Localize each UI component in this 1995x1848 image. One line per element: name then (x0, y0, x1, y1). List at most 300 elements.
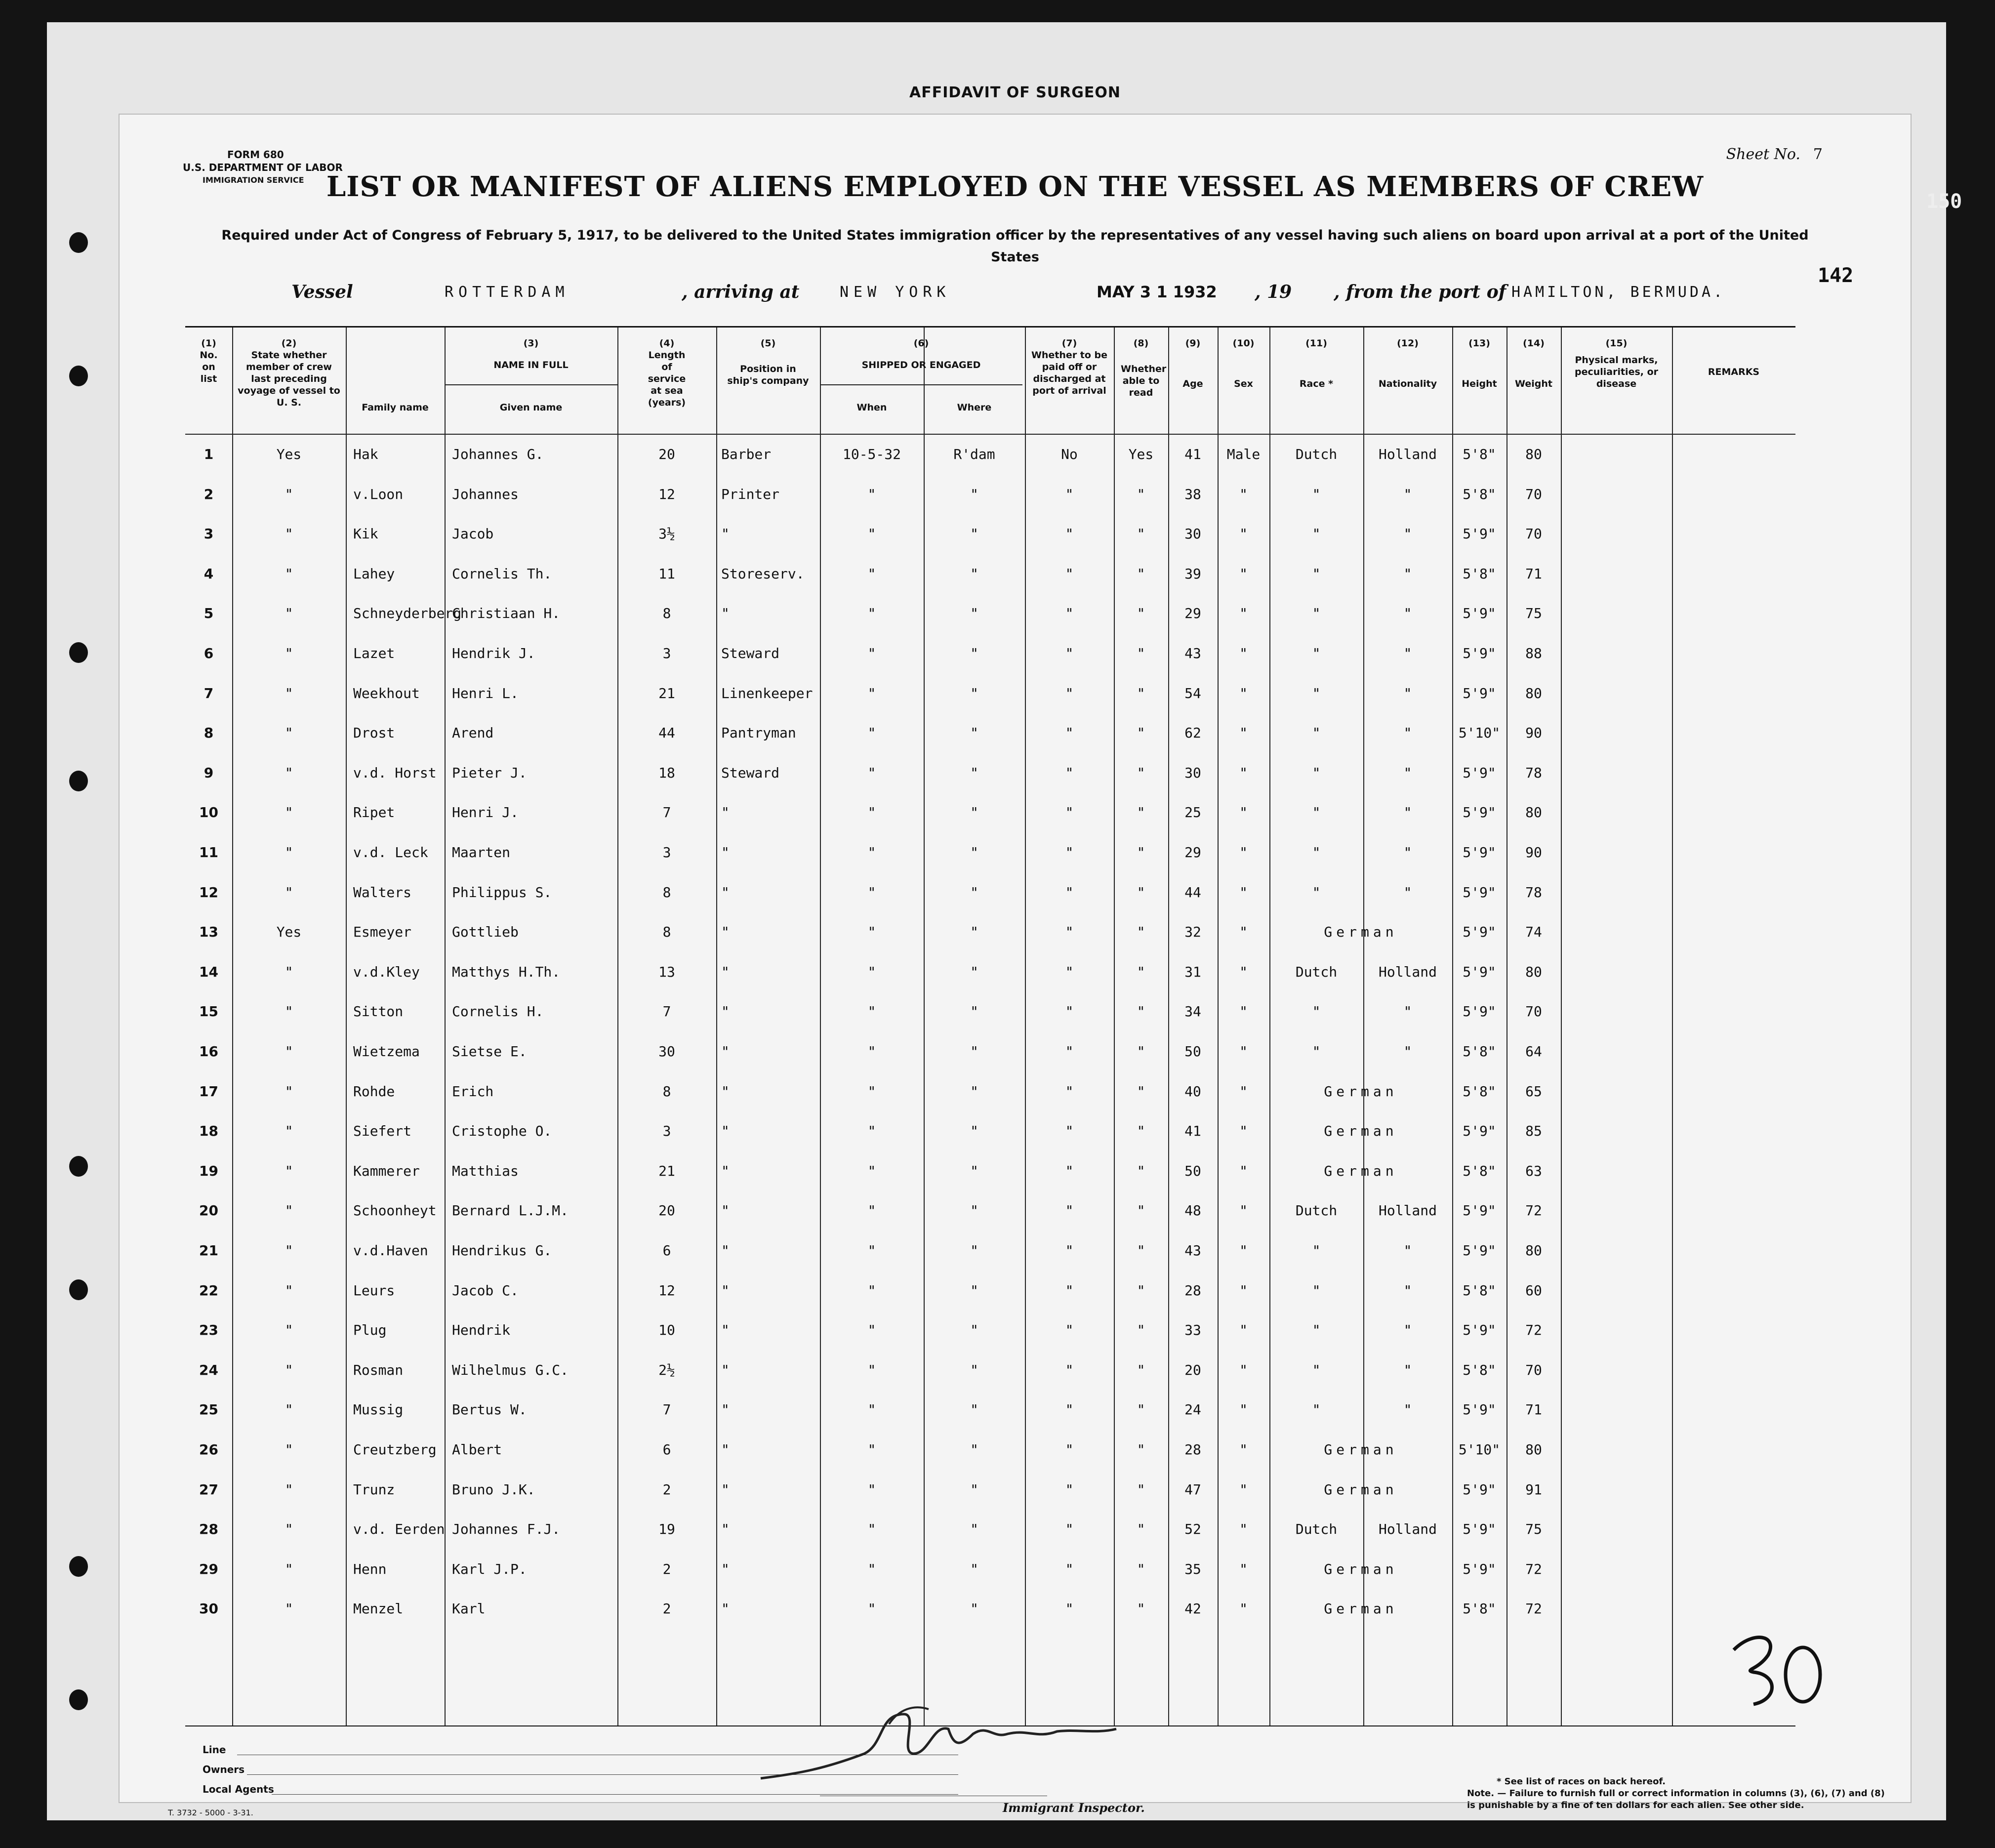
cell-age: 43 (1184, 1242, 1201, 1259)
cell-family: v.d. Eerden (353, 1521, 445, 1538)
crew-table (185, 326, 1795, 1726)
arriving-label: , arriving at (682, 282, 800, 302)
cell-position: " (721, 1481, 730, 1498)
cell-position: " (721, 884, 730, 901)
cell-age: 43 (1184, 645, 1201, 661)
cell-sex: " (1239, 1083, 1248, 1100)
cell-read: " (1137, 764, 1145, 781)
cell-sex: " (1239, 963, 1248, 980)
cell-read: " (1137, 844, 1145, 861)
cell-race: Dutch (1295, 446, 1338, 462)
cell-nationality: " (1403, 685, 1412, 701)
cell-position: " (721, 1003, 730, 1020)
header-col10-num: (10) (1232, 338, 1255, 349)
cell-service: 8 (662, 884, 671, 901)
cell-paid: " (1065, 526, 1074, 542)
cell-race: " (1312, 526, 1321, 542)
header-col10 (1218, 337, 1269, 390)
cell-no: 30 (199, 1601, 218, 1617)
cell-service: 3 (662, 1123, 671, 1140)
cell-when: " (867, 725, 876, 741)
cell-race: " (1312, 884, 1321, 901)
header-col3 (445, 337, 617, 371)
cell-height: 5'9" (1463, 804, 1496, 821)
header-col12 (1363, 337, 1452, 390)
cell-paid: " (1065, 725, 1074, 741)
cell-paid: " (1065, 486, 1074, 502)
cell-where: " (970, 1601, 978, 1617)
header-col1 (185, 337, 232, 385)
cell-read: " (1137, 1601, 1145, 1617)
cell-crew: " (285, 1282, 293, 1299)
cell-no: 23 (199, 1322, 218, 1339)
cell-paid: " (1065, 884, 1074, 901)
cell-given: Cornelis H. (452, 1003, 544, 1020)
cell-family: Kik (353, 526, 378, 542)
cell-when: " (867, 1043, 876, 1060)
cell-paid: " (1065, 1003, 1074, 1020)
cell-paid: " (1065, 1123, 1074, 1140)
cell-family: Ripet (353, 804, 395, 821)
cell-sex: Male (1226, 446, 1261, 462)
cell-family: v.Loon (353, 486, 404, 502)
header-col2-text: State whether member of crew last preceding voyage of vessel to U. S. (238, 350, 340, 408)
header-col6-num: (6) (913, 338, 929, 349)
header-col5-num: (5) (760, 338, 776, 349)
affidavit-strip-title: AFFIDAVIT OF SURGEON (909, 84, 1121, 101)
cell-no: 20 (199, 1202, 218, 1219)
cell-crew: " (285, 605, 293, 622)
cell-where: " (970, 1242, 978, 1259)
cell-read: " (1137, 526, 1145, 542)
cell-weight: 80 (1525, 685, 1542, 701)
header-col8 (1114, 337, 1168, 399)
column-rule (1561, 328, 1562, 1725)
cell-position: " (721, 605, 730, 622)
cell-weight: 80 (1525, 1441, 1542, 1458)
cell-position: Barber (721, 446, 772, 462)
header-col9-num: (9) (1185, 338, 1201, 349)
cell-no: 2 (204, 486, 214, 502)
cell-read: " (1137, 605, 1145, 622)
cell-service: 2 (662, 1481, 671, 1498)
column-rule (716, 328, 717, 1725)
column-rule (346, 328, 347, 1725)
cell-race: Dutch (1295, 1521, 1338, 1538)
cell-given: Henri L. (452, 685, 519, 701)
cell-read: " (1137, 1123, 1145, 1140)
cell-nationality: " (1403, 1401, 1412, 1418)
cell-age: 44 (1184, 884, 1201, 901)
cell-sex: " (1239, 844, 1248, 861)
cell-paid: " (1065, 1481, 1074, 1498)
cell-race: " (1312, 565, 1321, 582)
cell-crew: " (285, 1202, 293, 1219)
cell-given: Hendrikus G. (452, 1242, 552, 1259)
header-col6 (820, 337, 1022, 371)
shipped-header-rule (820, 384, 1022, 385)
cell-given: Wilhelmus G.C. (452, 1361, 569, 1378)
cell-height: 5'9" (1463, 1123, 1496, 1140)
cell-sex: " (1239, 1123, 1248, 1140)
form-department: U.S. DEPARTMENT OF LABOR (183, 162, 343, 173)
cell-height: 5'10" (1458, 725, 1501, 741)
cell-race: " (1312, 605, 1321, 622)
cell-service: 7 (662, 1003, 671, 1020)
cell-given: Matthys H.Th. (452, 963, 561, 980)
cell-position: " (721, 1561, 730, 1577)
header-col15-text: Physical marks, peculiarities, or disease (1574, 355, 1659, 389)
cell-crew: " (285, 1123, 293, 1140)
cell-weight: 70 (1525, 526, 1542, 542)
cell-given: Cristophe O. (452, 1123, 552, 1140)
cell-read: " (1137, 963, 1145, 980)
cell-service: 11 (658, 565, 675, 582)
cell-position: " (721, 1083, 730, 1100)
cell-height: 5'8" (1463, 486, 1496, 502)
cell-age: 20 (1184, 1361, 1201, 1378)
cell-sex: " (1239, 1162, 1248, 1179)
cell-paid: " (1065, 1202, 1074, 1219)
header-col3-num: (3) (523, 338, 539, 349)
cell-age: 28 (1184, 1441, 1201, 1458)
cell-family: Drost (353, 725, 395, 741)
cell-when: " (867, 1601, 876, 1617)
cell-nationality: " (1403, 605, 1412, 622)
cell-height: 5'8" (1463, 1601, 1496, 1617)
cell-nationality: " (1403, 1003, 1412, 1020)
header-col2 (232, 337, 346, 409)
owners-label: Owners (203, 1764, 245, 1775)
cell-no: 25 (199, 1401, 218, 1418)
cell-no: 24 (199, 1361, 218, 1378)
cell-age: 30 (1184, 764, 1201, 781)
margin-number-top: 150 (1926, 190, 1962, 213)
cell-crew: " (285, 1401, 293, 1418)
vessel-label: Vessel (291, 282, 353, 302)
cell-service: 3½ (658, 526, 675, 542)
cell-read: " (1137, 1521, 1145, 1538)
cell-no: 5 (204, 605, 214, 622)
cell-weight: 72 (1525, 1601, 1542, 1617)
cell-height: 5'8" (1463, 1162, 1496, 1179)
cell-sex: " (1239, 1003, 1248, 1020)
cell-no: 19 (199, 1162, 218, 1179)
header-col2-num: (2) (281, 338, 297, 349)
cell-race: " (1312, 1003, 1321, 1020)
cell-sex: " (1239, 565, 1248, 582)
cell-given: Bertus W. (452, 1401, 527, 1418)
cell-service: 2½ (658, 1361, 675, 1378)
cell-race: " (1312, 685, 1321, 701)
cell-paid: " (1065, 1043, 1074, 1060)
cell-height: 5'8" (1463, 1361, 1496, 1378)
cell-age: 48 (1184, 1202, 1201, 1219)
cell-service: 6 (662, 1441, 671, 1458)
cell-weight: 80 (1525, 1242, 1542, 1259)
cell-crew: " (285, 1561, 293, 1577)
cell-family: Rohde (353, 1083, 395, 1100)
cell-paid: " (1065, 1361, 1074, 1378)
cell-weight: 70 (1525, 486, 1542, 502)
cell-given: Erich (452, 1083, 494, 1100)
cell-read: " (1137, 1361, 1145, 1378)
cell-paid: " (1065, 924, 1074, 941)
cell-sex: " (1239, 764, 1248, 781)
header-col9 (1168, 337, 1218, 390)
cell-weight: 70 (1525, 1361, 1542, 1378)
cell-weight: 88 (1525, 645, 1542, 661)
cell-nationality: Holland (1378, 1521, 1437, 1538)
header-col14 (1506, 337, 1561, 390)
cell-paid: " (1065, 1282, 1074, 1299)
cell-no: 28 (199, 1521, 218, 1538)
cell-position: " (721, 1521, 730, 1538)
cell-crew: " (285, 1162, 293, 1179)
cell-when: " (867, 565, 876, 582)
cell-position: " (721, 924, 730, 941)
header-when: When (856, 402, 887, 413)
cell-service: 7 (662, 1401, 671, 1418)
local-agents-label: Local Agents (203, 1783, 274, 1795)
cell-weight: 91 (1525, 1481, 1542, 1498)
line-label: Line (203, 1744, 226, 1756)
header-col5 (716, 337, 820, 387)
cell-nationality: " (1403, 645, 1412, 661)
cell-age: 50 (1184, 1162, 1201, 1179)
cell-when: " (867, 1481, 876, 1498)
cell-weight: 80 (1525, 446, 1542, 462)
cell-where: " (970, 924, 978, 941)
cell-when: " (867, 764, 876, 781)
cell-service: 12 (658, 1282, 675, 1299)
cell-race: " (1312, 1322, 1321, 1339)
header-col16 (1672, 337, 1795, 378)
cell-given: Johannes G. (452, 446, 544, 462)
cell-read: " (1137, 924, 1145, 941)
cell-race: " (1312, 1282, 1321, 1299)
cell-paid: " (1065, 1242, 1074, 1259)
cell-when: " (867, 844, 876, 861)
cell-read: Yes (1128, 446, 1154, 462)
cell-paid: " (1065, 804, 1074, 821)
cell-family: Lazet (353, 645, 395, 661)
cell-position: " (721, 1162, 730, 1179)
cell-no: 7 (204, 685, 214, 701)
cell-age: 41 (1184, 1123, 1201, 1140)
cell-position: " (721, 1322, 730, 1339)
arrival-date-stamp: MAY 3 1 1932 (1097, 283, 1217, 301)
printer-code: T. 3732 - 5000 - 3-31. (168, 1808, 253, 1817)
cell-when: " (867, 1242, 876, 1259)
cell-paid: " (1065, 685, 1074, 701)
cell-no: 12 (199, 884, 218, 901)
header-col14-text: Weight (1515, 378, 1552, 389)
cell-when: " (867, 685, 876, 701)
cell-given: Cornelis Th. (452, 565, 552, 582)
cell-position: Steward (721, 764, 780, 781)
cell-paid: " (1065, 1601, 1074, 1617)
cell-paid: No (1061, 446, 1078, 462)
cell-no: 10 (199, 804, 218, 821)
cell-position: " (721, 1043, 730, 1060)
cell-race: " (1312, 645, 1321, 661)
header-col16-text: REMARKS (1708, 367, 1760, 377)
cell-sex: " (1239, 1242, 1248, 1259)
cell-position: Steward (721, 645, 780, 661)
cell-sex: " (1239, 1322, 1248, 1339)
header-col3-text: NAME IN FULL (493, 360, 569, 370)
cell-age: 34 (1184, 1003, 1201, 1020)
cell-height: 5'8" (1463, 1282, 1496, 1299)
cell-crew: " (285, 1322, 293, 1339)
header-col10-text: Sex (1234, 378, 1253, 389)
cell-height: 5'9" (1463, 526, 1496, 542)
form-number: FORM 680 (227, 149, 284, 161)
sheet-number-label: Sheet No. (1726, 146, 1800, 163)
sheet-number (1726, 146, 1823, 163)
cell-family: Trunz (353, 1481, 395, 1498)
local-agents-field (272, 1794, 958, 1795)
cell-nationality: " (1403, 804, 1412, 821)
cell-service: 12 (658, 486, 675, 502)
cell-paid: " (1065, 963, 1074, 980)
cell-position: " (721, 804, 730, 821)
cell-age: 40 (1184, 1083, 1201, 1100)
cell-where: " (970, 1282, 978, 1299)
cell-nationality: " (1403, 486, 1412, 502)
cell-crew: " (285, 844, 293, 861)
cell-weight: 65 (1525, 1083, 1542, 1100)
cell-race: Dutch (1295, 1202, 1338, 1219)
cell-crew: " (285, 1481, 293, 1498)
cell-family: Esmeyer (353, 924, 412, 941)
cell-family: Sitton (353, 1003, 404, 1020)
cell-family: Kammerer (353, 1162, 420, 1179)
cell-no: 1 (204, 446, 214, 462)
cell-where: " (970, 605, 978, 622)
cell-where: " (970, 645, 978, 661)
cell-read: " (1137, 685, 1145, 701)
cell-no: 26 (199, 1441, 218, 1458)
cell-race: German (1324, 1162, 1398, 1179)
cell-no: 13 (199, 924, 218, 941)
cell-weight: 71 (1525, 565, 1542, 582)
header-col1-num: (1) (201, 338, 216, 349)
cell-height: 5'9" (1463, 844, 1496, 861)
cell-service: 2 (662, 1561, 671, 1577)
cell-position: " (721, 1123, 730, 1140)
header-col9-text: Age (1182, 378, 1203, 389)
cell-crew: " (285, 565, 293, 582)
cell-family: v.d. Horst (353, 764, 437, 781)
cell-read: " (1137, 1043, 1145, 1060)
cell-read: " (1137, 725, 1145, 741)
cell-no: 6 (204, 645, 214, 661)
cell-read: " (1137, 1401, 1145, 1418)
cell-paid: " (1065, 844, 1074, 861)
cell-no: 8 (204, 725, 214, 741)
cell-age: 30 (1184, 526, 1201, 542)
cell-no: 3 (204, 526, 214, 542)
cell-position: " (721, 1601, 730, 1617)
cell-when: " (867, 645, 876, 661)
cell-position: " (721, 526, 730, 542)
cell-service: 3 (662, 844, 671, 861)
cell-crew: " (285, 1083, 293, 1100)
cell-family: Lahey (353, 565, 395, 582)
cell-where: " (970, 526, 978, 542)
cell-sex: " (1239, 1561, 1248, 1577)
footer-notes (1467, 1776, 1892, 1811)
cell-position: Linenkeeper (721, 685, 813, 701)
header-col4 (617, 337, 716, 409)
cell-when: " (867, 1361, 876, 1378)
cell-sex: " (1239, 1481, 1248, 1498)
cell-given: Johannes (452, 486, 519, 502)
binder-hole (69, 1156, 88, 1177)
cell-race: German (1324, 1083, 1398, 1100)
header-col8-num: (8) (1133, 338, 1149, 349)
cell-where: " (970, 486, 978, 502)
cell-race: German (1324, 1441, 1398, 1458)
header-family-name: Family name (362, 402, 429, 413)
cell-where: " (970, 685, 978, 701)
cell-height: 5'9" (1463, 884, 1496, 901)
cell-read: " (1137, 1162, 1145, 1179)
cell-weight: 90 (1525, 844, 1542, 861)
header-col5-text: Position in ship's company (727, 364, 809, 386)
cell-race: " (1312, 804, 1321, 821)
cell-when: " (867, 884, 876, 901)
cell-where: " (970, 764, 978, 781)
cell-read: " (1137, 1202, 1145, 1219)
cell-sex: " (1239, 605, 1248, 622)
cell-race: German (1324, 1123, 1398, 1140)
cell-crew: " (285, 1043, 293, 1060)
name-header-rule (445, 384, 617, 385)
cell-service: 7 (662, 804, 671, 821)
cell-paid: " (1065, 1401, 1074, 1418)
cell-where: " (970, 1481, 978, 1498)
cell-sex: " (1239, 1202, 1248, 1219)
cell-read: " (1137, 565, 1145, 582)
cell-when: " (867, 963, 876, 980)
header-col6-text: SHIPPED OR ENGAGED (861, 360, 981, 370)
cell-read: " (1137, 884, 1145, 901)
cell-when: " (867, 1561, 876, 1577)
cell-where: " (970, 963, 978, 980)
cell-age: 33 (1184, 1322, 1201, 1339)
cell-no: 18 (199, 1123, 218, 1140)
cell-nationality: " (1403, 565, 1412, 582)
cell-service: 8 (662, 924, 671, 941)
cell-sex: " (1239, 526, 1248, 542)
cell-sex: " (1239, 1282, 1248, 1299)
cell-given: Karl J.P. (452, 1561, 527, 1577)
cell-no: 9 (204, 764, 214, 781)
cell-when: " (867, 1282, 876, 1299)
cell-nationality: " (1403, 884, 1412, 901)
cell-height: 5'9" (1463, 1202, 1496, 1219)
cell-where: R'dam (953, 446, 995, 462)
handwritten-total-30 (1724, 1620, 1832, 1714)
cell-height: 5'9" (1463, 605, 1496, 622)
cell-height: 5'9" (1463, 645, 1496, 661)
cell-position: " (721, 1282, 730, 1299)
cell-given: Maarten (452, 844, 511, 861)
cell-age: 31 (1184, 963, 1201, 980)
